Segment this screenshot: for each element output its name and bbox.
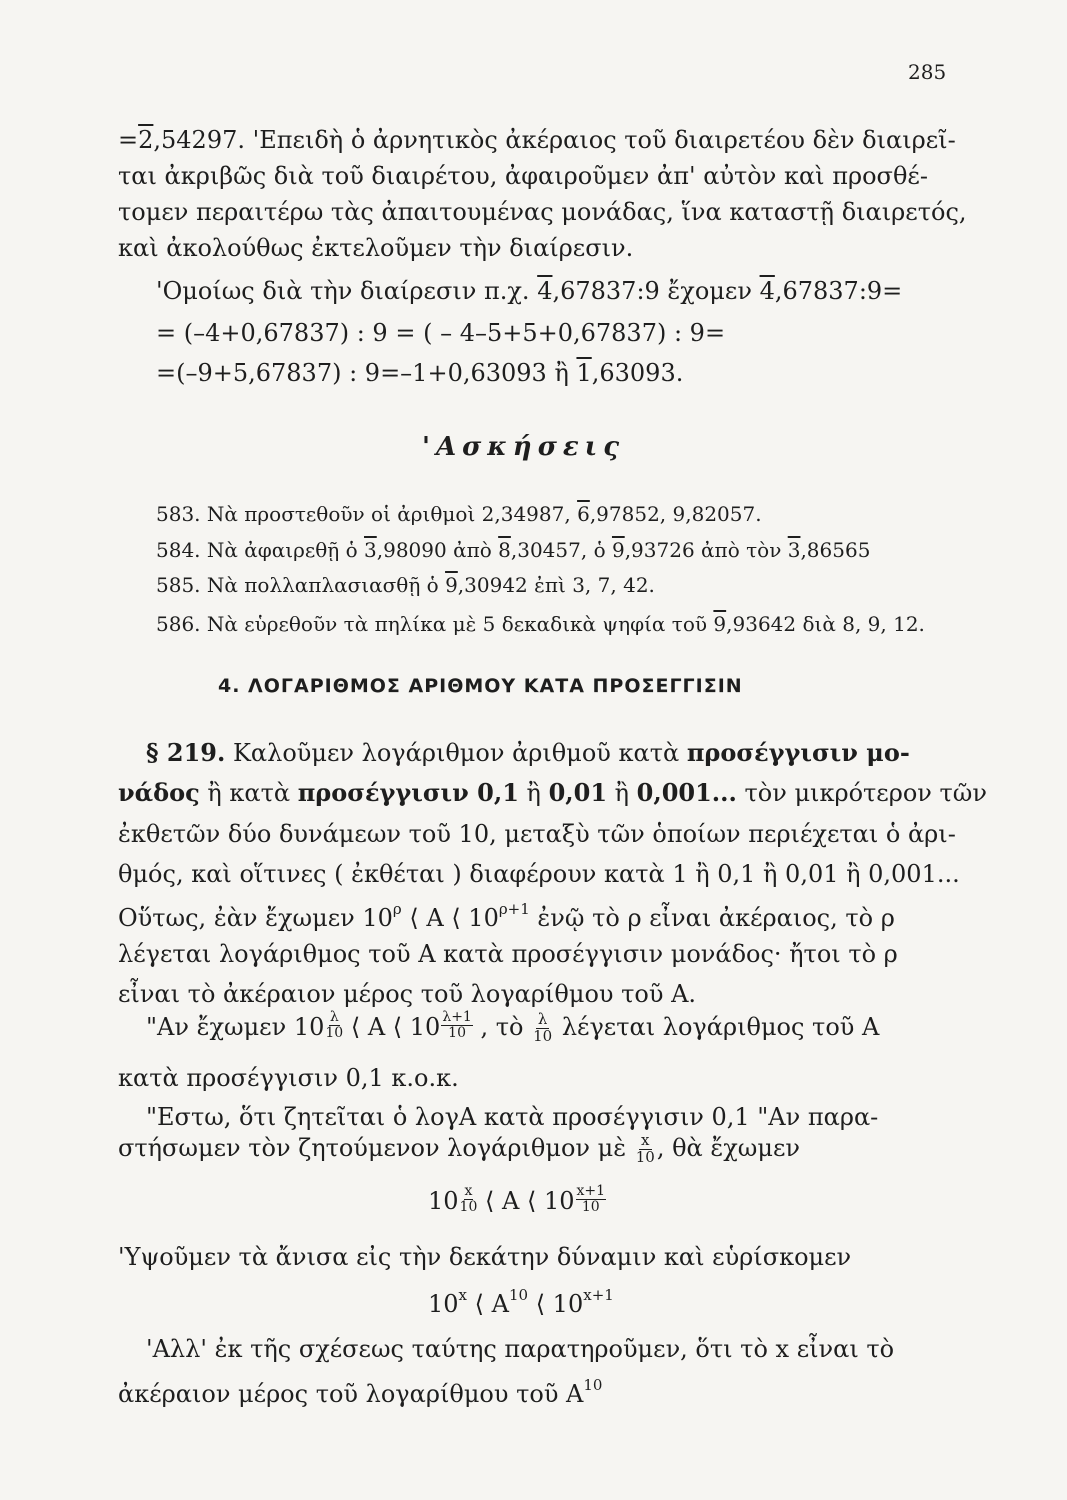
exercise-586-a: 586. Νὰ εὑρεθοῦν τὰ πηλίκα μὲ 5 δεκαδικὰ ψηφία τοῦ — [156, 612, 714, 636]
example-line-3-b: ,63093. — [591, 359, 684, 387]
equation-2 — [428, 1288, 614, 1316]
exercise-586-bar: 9 — [713, 612, 727, 636]
eq1-exponent-fraction-1 — [460, 1184, 478, 1214]
example-line-1-a: 'Ομοίως διὰ τὴν διαίρεσιν π.χ. — [156, 277, 538, 305]
exercise-583 — [156, 504, 762, 524]
exercise-585-bar: 9 — [445, 573, 458, 597]
eq1-exponent-fraction-2 — [576, 1184, 607, 1214]
section-line-1-a: Καλοῦμεν λογάριθμον ἀριθμοῦ κατὰ — [225, 739, 687, 767]
fraction-x-numerator: x — [641, 1131, 650, 1149]
intro-line-3: τομεν περαιτέρω τὰς ἀπαιτουμένας μονάδας, ἵνα καταστῇ διαιρετός, — [118, 198, 967, 226]
section-line-5 — [118, 902, 895, 930]
section-line-5-b: ⟨ A ⟨ 10 — [401, 904, 499, 932]
fraction-1-denominator: 10 — [325, 1024, 344, 1041]
section-line-2-bold-g: 0,001... — [636, 778, 737, 807]
equation-2-c: ⟨ 10 — [528, 1290, 584, 1318]
section-line-2-d: ἢ — [518, 779, 549, 807]
equation-2-sup-2: 10 — [508, 1286, 529, 1304]
fraction-3-numerator: λ — [537, 1010, 548, 1029]
intro-line-2: ται ἀκριβῶς διὰ τοῦ διαιρέτου, ἀφαιροῦμεν ἀπ' αὐτὸν καὶ προσθέ- — [118, 162, 928, 190]
exercise-585-a: 585. Νὰ πολλαπλασιασθῇ ὁ — [156, 573, 446, 597]
example-line-2: = (–4+0,67837) : 9 = ( – 4–5+5+0,67837) : 9= — [156, 319, 726, 347]
section-line-2-bold-a: νάδος — [118, 778, 200, 807]
section-line-6: λέγεται λογάριθμος τοῦ A κατὰ προσέγγισιν μονάδος· ἤτοι τὸ ρ — [118, 940, 898, 968]
example-line-1 — [156, 279, 902, 303]
intro-line-1-text: ,54297. 'Επειδὴ ὁ ἀρνητικὸς ἀκέραιος τοῦ διαιρετέου δὲν διαιρεῖ- — [153, 126, 956, 154]
section-line-10: "Εστω, ὅτι ζητεῖται ὁ λογA κατὰ προσέγγισιν 0,1 "Αν παρα- — [146, 1103, 879, 1131]
section-line-2-h: τὸν μικρότερον τῶν — [736, 779, 987, 807]
section-line-14-a: ἀκέραιον μέρος τοῦ λογαρίθμου τοῦ A — [118, 1380, 584, 1408]
equation-1-b: ⟨ A ⟨ 10 — [477, 1187, 575, 1215]
section-line-1-bold: προσέγγισιν μο- — [686, 738, 910, 767]
exercise-584-bar-3: 9 — [611, 538, 625, 562]
page-number: 285 — [908, 60, 947, 84]
section-line-2 — [118, 778, 987, 807]
section-line-8-b: ⟨ A ⟨ 10 — [343, 1013, 441, 1041]
intro-line-4: καὶ ἀκολούθως ἐκτελοῦμεν τὴν διαίρεσιν. — [118, 234, 634, 262]
inline-fraction-3 — [533, 1012, 552, 1045]
exercise-584-bar-4: 3 — [787, 538, 801, 562]
exponent-fraction-2 — [441, 1010, 473, 1040]
example-line-3-a: =(–9+5,67837) : 9=–1+0,63093 ἢ — [156, 359, 577, 387]
section-line-4: θμός, καὶ οἵτινες ( ἐκθέται ) διαφέρουν κατὰ 1 ἢ 0,1 ἢ 0,01 ἢ 0,001... — [118, 860, 960, 888]
exercise-584-bar-2: 8 — [498, 538, 511, 562]
example-bar-digit-2: 4 — [759, 277, 775, 305]
example-line-1-c: ,67837:9= — [774, 277, 903, 305]
exercise-586-b: ,93642 διὰ 8, 9, 12. — [726, 612, 925, 636]
section-line-2-bold-c: προσέγγισιν 0,1 — [297, 778, 519, 807]
section-line-11-a: στήσωμεν τὸν ζητούμενον λογάριθμον μὲ — [118, 1133, 634, 1162]
exponent-fraction-1 — [325, 1010, 343, 1040]
fraction-2-numerator: λ+1 — [442, 1009, 472, 1025]
intro-eq-sign: = — [118, 126, 139, 154]
equation-2-sup-1: x — [458, 1286, 468, 1304]
section-line-9: κατὰ προσέγγισιν 0,1 κ.ο.κ. — [118, 1064, 459, 1092]
exercise-584-e: ,86565 — [800, 538, 871, 562]
section-line-14-sup: 10 — [583, 1376, 603, 1394]
section-line-2-b: ἢ κατὰ — [199, 779, 298, 807]
section-line-11-b: , θὰ ἔχωμεν — [656, 1133, 800, 1162]
fraction-x-denominator: 10 — [635, 1147, 655, 1166]
example-line-1-b: ,67837:9 ἔχομεν — [552, 277, 760, 305]
equation-2-b: ⟨ A — [467, 1290, 509, 1318]
equation-2-a: 10 — [428, 1290, 459, 1318]
inline-fraction-x — [636, 1133, 655, 1166]
example-bar-digit-3: 1 — [576, 359, 592, 387]
equation-1-a: 10 — [428, 1187, 459, 1215]
exercise-584-bar-1: 3 — [364, 538, 377, 562]
section-line-7: εἶναι τὸ ἀκέραιον μέρος τοῦ λογαρίθμου τοῦ A. — [118, 980, 697, 1008]
exercises-title: 'Ασκήσεις — [422, 432, 626, 462]
section-line-14 — [118, 1378, 602, 1406]
equation-2-sup-3: x+1 — [583, 1286, 614, 1304]
equation-1 — [428, 1184, 606, 1214]
section-line-11 — [118, 1133, 800, 1166]
intro-line-1 — [118, 128, 956, 152]
exercise-585 — [156, 575, 655, 595]
exercise-584 — [156, 540, 870, 560]
fraction-3-denominator: 10 — [533, 1027, 553, 1045]
eq1-fraction-2-denominator: 10 — [581, 1198, 600, 1215]
exercise-584-d: ,93726 ἀπὸ τὸν — [624, 538, 788, 562]
section-line-8-a: "Αν ἔχωμεν 10 — [146, 1013, 325, 1041]
section-line-3: ἐκθετῶν δύο δυνάμεων τοῦ 10, μεταξὺ τῶν ὁποίων περιέχεται ὁ ἀρι- — [118, 820, 956, 848]
exercise-583-a: 583. Νὰ προστεθοῦν οἱ ἀριθμοὶ 2,34987, — [156, 502, 578, 526]
section-line-1 — [146, 738, 910, 767]
example-bar-digit-1: 4 — [537, 277, 553, 305]
exercise-584-b: ,98090 ἀπὸ — [376, 538, 499, 562]
fraction-1-numerator: λ — [329, 1009, 339, 1025]
section-number: § 219. — [146, 738, 226, 767]
section-line-2-f: ἢ — [607, 779, 637, 807]
section-line-5-c: ἐνῷ τὸ ρ εἶναι ἀκέραιος, τὸ ρ — [529, 904, 895, 932]
exercise-584-a: 584. Νὰ ἀφαιρεθῇ ὁ — [156, 538, 365, 562]
section-line-5-sup-1: ρ — [392, 900, 402, 918]
intro-bar-digit: 2 — [138, 126, 154, 154]
exercise-583-bar: 6 — [577, 502, 590, 526]
section-line-5-a: Οὕτως, ἐὰν ἔχωμεν 10 — [118, 904, 393, 932]
eq1-fraction-1-denominator: 10 — [459, 1198, 478, 1215]
eq1-fraction-1-numerator: x — [464, 1183, 473, 1199]
section-line-2-bold-e: 0,01 — [548, 778, 608, 807]
section-line-13: 'Αλλ' ἐκ τῆς σχέσεως ταύτης παρατηροῦμεν, ὅτι τὸ x εἶναι τὸ — [146, 1335, 895, 1363]
section-line-8-d: λέγεται λογάριθμος τοῦ A — [554, 1013, 880, 1041]
section-line-5-sup-2: ρ+1 — [498, 900, 530, 918]
section-line-8-c: , τὸ — [472, 1013, 532, 1041]
section-heading: 4. ΛΟΓΑΡΙΘΜΟΣ ΑΡΙΘΜΟΥ ΚΑΤΑ ΠΡΟΣΕΓΓΙΣΙΝ — [218, 675, 743, 697]
exercise-585-b: ,30942 ἐπὶ 3, 7, 42. — [457, 573, 655, 597]
section-line-12: 'Υψοῦμεν τὰ ἄνισα εἰς τὴν δεκάτην δύναμιν καὶ εὑρίσκομεν — [118, 1243, 852, 1271]
fraction-2-denominator: 10 — [448, 1024, 466, 1041]
section-line-8 — [146, 1010, 879, 1045]
exercise-586 — [156, 614, 925, 634]
example-line-3 — [156, 361, 683, 385]
exercise-584-c: ,30457, ὁ — [510, 538, 612, 562]
exercise-583-b: ,97852, 9,82057. — [589, 502, 762, 526]
eq1-fraction-2-numerator: x+1 — [576, 1183, 606, 1199]
